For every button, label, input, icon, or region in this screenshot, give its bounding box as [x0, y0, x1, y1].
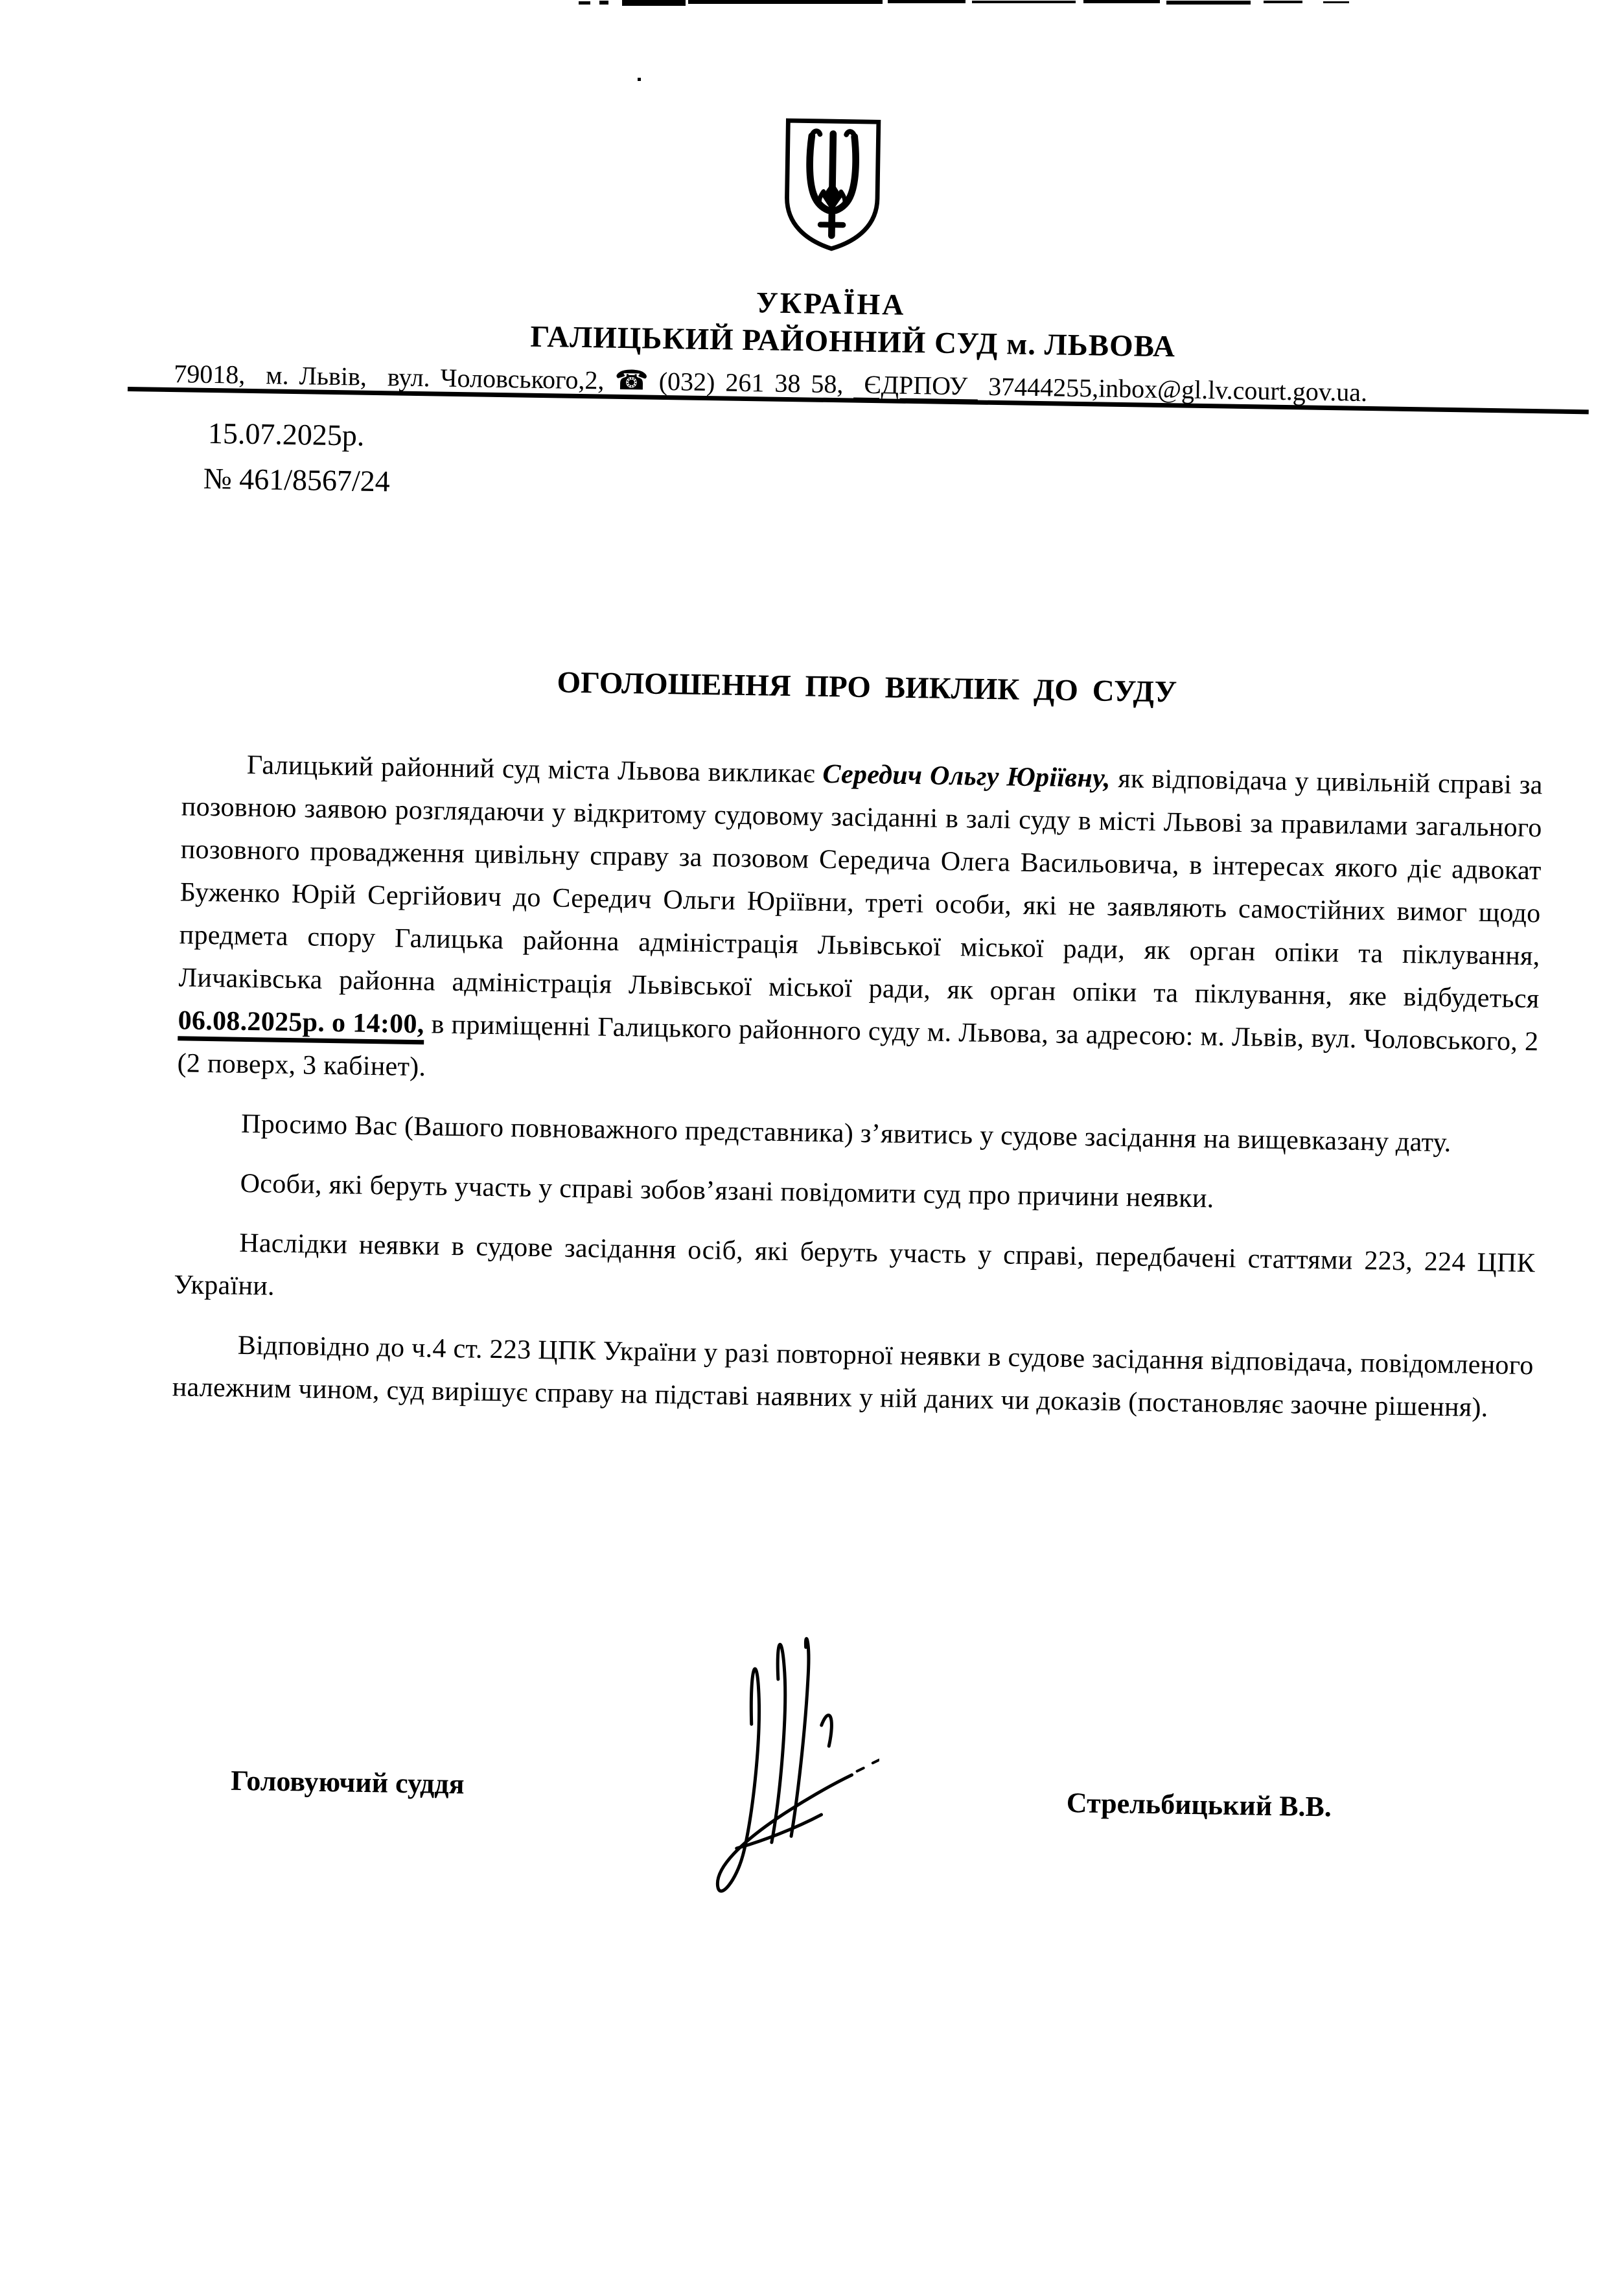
scan-artifact — [622, 0, 686, 6]
scan-artifact — [1166, 1, 1251, 5]
court-name: ГАЛИЦЬКИЙ РАЙОННИЙ СУД м. ЛЬВОВА — [530, 319, 1176, 364]
document-title: ОГОЛОШЕННЯ ПРО ВИКЛИК ДО СУДУ — [557, 665, 1177, 709]
address-text: 79018, м. Львів, вул. Чоловського,2, — [174, 359, 615, 395]
paragraph-duty: Особи, які беруть участь у справі зобов’язані повідомити суд про причини неявки. — [240, 1168, 1214, 1214]
judge-signature-scribble — [663, 1625, 881, 1907]
paragraph-summons: Галицький районний суд міста Львова викликає Середич Ольгу Юріївну, як відповідача у цивільній справі за позовною заявою розглядаючи у відкритому судовому засіданні в залі суду в місті Львові за правилами загального позовного провадження цивільну справу за позовом Середича Олега Васильовича, в інтересах якого діє адвокат Буженко Юрій Сергійович до Середич Ольги Юріївни, треті особи, які не заявляють самостійних вимог щодо предмета спору Галицька районна адміністрація Львівської міської ради, як орган опіки та піклування, Личаківська районна адміністрація Львівської міської ради, як орган опіки та піклування, яке відбудеться 06.08.2025р. о 14:00, в приміщенні Галицького районного суду м. Львова, за адресою: м. Львів, вул. Чоловського, 2 (2 поверх, 3 кабінет). — [177, 750, 1543, 1083]
paragraph-consequences: Наслідки неявки в судове засідання осіб, які беруть участь у справі, передбачені статтями 223, 224 ЦПК України. — [173, 1228, 1536, 1302]
judge-role-label: Головуючий суддя — [230, 1764, 465, 1800]
case-number: № 461/8567/24 — [203, 461, 391, 498]
country-name: УКРАЇНА — [756, 286, 906, 321]
scan-artifact — [1264, 1, 1302, 3]
ukraine-trident-emblem-icon — [781, 115, 883, 255]
scan-artifact — [972, 1, 1076, 3]
phone-number: (032) 261 38 58, — [648, 366, 854, 399]
scan-artifact — [688, 0, 883, 4]
scan-artifact — [888, 0, 965, 3]
scan-artifact — [599, 1, 608, 5]
judge-name: Стрельбицький В.В. — [1066, 1786, 1332, 1823]
scan-artifact — [1323, 1, 1349, 3]
paragraph-article-223: Відповідно до ч.4 ст. 223 ЦПК України у разі повторної неявки в судове засідання відповідача, повідомленого належним чином, суд вирішує справу на підставі наявних у ній даних чи доказів (постановляє заочне рішення). — [172, 1330, 1534, 1423]
paragraph-request: Просимо Вас (Вашого повноважного представника) з’явитись у судове засідання на вищевказану дату. — [240, 1108, 1451, 1158]
document-date: 15.07.2025р. — [207, 416, 365, 452]
scan-artifact — [1083, 0, 1160, 3]
scan-artifact — [579, 1, 590, 5]
telephone-icon: ☎ — [614, 363, 649, 396]
edrpou-label: ЄДРПОУ — [853, 369, 978, 401]
document-body — [172, 742, 1543, 1447]
edrpou-and-email: 37444255,inbox@gl.lv.court.gov.ua. — [977, 371, 1368, 407]
